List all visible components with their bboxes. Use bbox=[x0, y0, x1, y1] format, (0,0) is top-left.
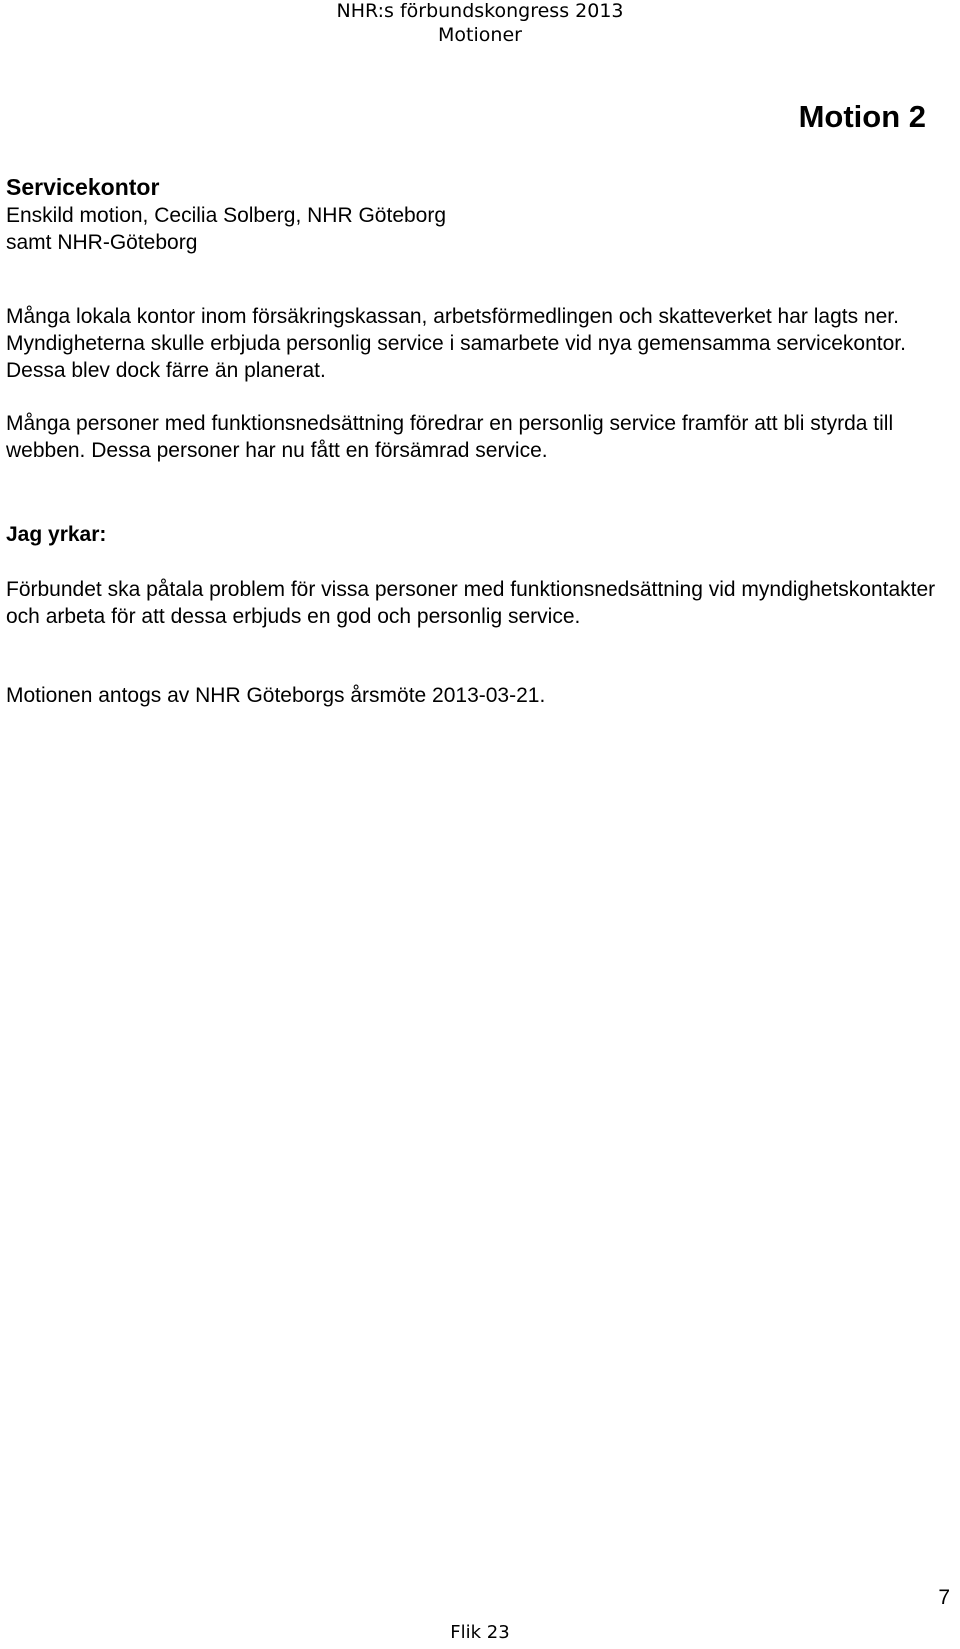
body-paragraph-2-text: Många personer med funktionsnedsättning föredrar en personlig service framför att bli styrda till webben. Dessa personer har nu fått en försämrad service. bbox=[6, 412, 894, 462]
body-paragraph-1 bbox=[6, 303, 954, 384]
demand-paragraph-text: Förbundet ska påtala problem för vissa personer med funktionsnedsättning vid myndighetskontakter och arbeta för att dessa erbjuds en god och personlig service. bbox=[6, 578, 936, 628]
motion-number: Motion 2 bbox=[798, 99, 926, 134]
body-paragraph-2 bbox=[6, 410, 954, 464]
demand-heading: Jag yrkar: bbox=[6, 523, 107, 546]
demand-paragraph bbox=[6, 576, 954, 630]
body-paragraph-1-text: Många lokala kontor inom försäkringskassan, arbetsförmedlingen och skatteverket har lagts ner. Myndigheterna skulle erbjuda personlig service i samarbete vid nya gemensamma servicekontor. Dessa blev dock färre än planerat. bbox=[6, 305, 906, 382]
motion-author-line-2: samt NHR-Göteborg bbox=[6, 231, 198, 254]
closing-statement: Motionen antogs av NHR Göteborgs årsmöte 2013-03-21. bbox=[6, 684, 546, 707]
motion-author-line-1: Enskild motion, Cecilia Solberg, NHR Göteborg bbox=[6, 204, 447, 227]
page-number: 7 bbox=[938, 1586, 950, 1609]
footer-tab-label: Flik 23 bbox=[450, 1622, 510, 1643]
motion-title: Servicekontor bbox=[6, 174, 160, 200]
document-header-subtitle: Motioner bbox=[438, 24, 522, 46]
document-header-title: NHR:s förbundskongress 2013 bbox=[336, 0, 624, 22]
